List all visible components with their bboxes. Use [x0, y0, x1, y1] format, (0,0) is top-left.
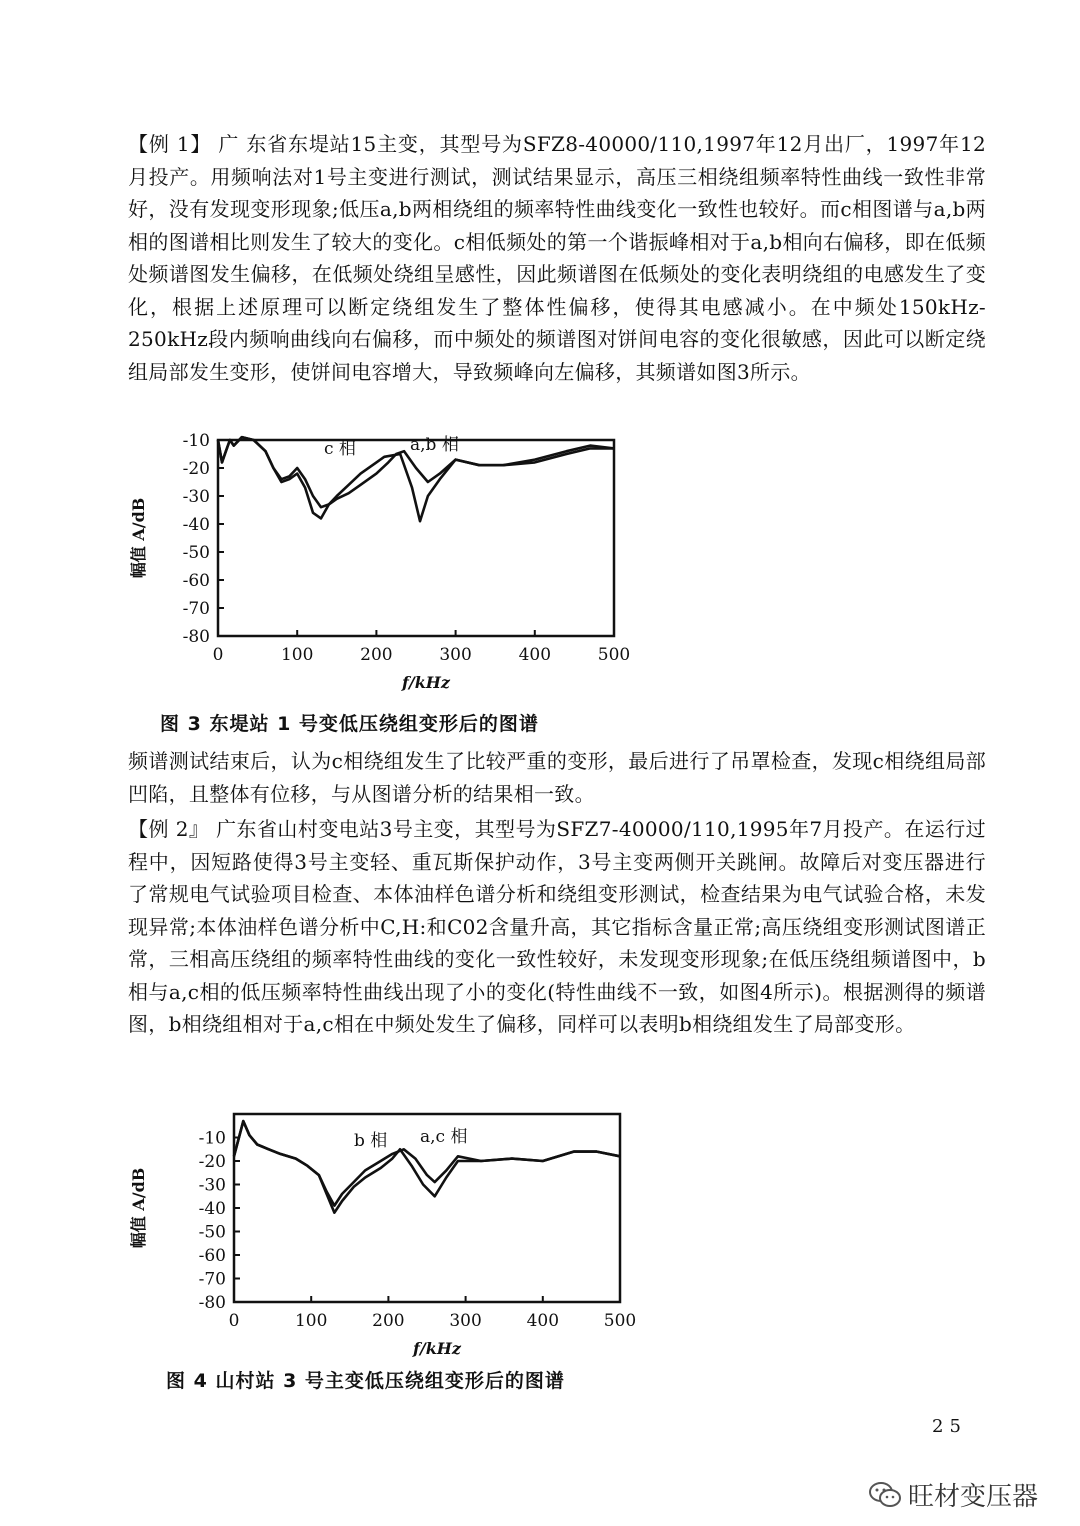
- y-tick-label: -30: [198, 1175, 226, 1196]
- x-tick-label: 200: [372, 1311, 405, 1331]
- figure-4-chart: [128, 1100, 648, 1362]
- paragraph-example-2: 【例 2』 广东省山村变电站3号主变，其型号为SFZ7-40000/110,1995年7月投产。在运行过程中，因短路使得3号主变轻、重瓦斯保护动作，3号主变两侧开关跳闸。故障后对变压器进行了常规电气试验项目检查、本体油样色谱分析和绕组变形测试，检查结果为电气试验合格，未发现异常;本体油样色谱分析中C,H:和C02含量升高，其它指标含量正常;高压绕组变形测试图谱正常，三相高压绕组的频率特性曲线的变化一致性较好，未发现变形现象;在低压绕组频谱图中，b相与a,c相的低压频率特性曲线出现了小的变化(特性曲线不一致，如图4所示)。根据测得的频谱图，b相绕组相对于a,c相在中频处发生了偏移，同样可以表明b相绕组发生了局部变形。: [128, 817, 986, 1036]
- series-annotation: b 相: [354, 1131, 388, 1151]
- y-tick-label: -30: [182, 487, 210, 507]
- watermark-text: 旺材变压器: [908, 1482, 1039, 1512]
- page-number: 25: [932, 1416, 967, 1437]
- y-tick-label: -20: [182, 459, 210, 479]
- series-annotation: a,b 相: [410, 435, 459, 455]
- y-axis-label: 幅值 A/dB: [129, 1167, 148, 1249]
- y-tick-label: -10: [198, 1128, 226, 1149]
- y-tick-label: -20: [198, 1152, 226, 1172]
- x-tick-label: 300: [439, 645, 472, 665]
- series-annotation: c 相: [324, 439, 356, 459]
- x-axis-label: f/kHz: [401, 673, 451, 692]
- y-tick-label: -60: [198, 1246, 226, 1266]
- x-tick-label: 0: [212, 645, 224, 665]
- figure-3-caption: 图 3 东堤站 1 号变低压绕组变形后的图谱: [160, 713, 539, 735]
- y-tick-label: -70: [182, 599, 210, 619]
- y-tick-label: -40: [182, 515, 210, 535]
- y-tick-label: -50: [198, 1222, 226, 1243]
- x-tick-label: 400: [518, 645, 552, 665]
- y-tick-label: -70: [198, 1269, 226, 1290]
- x-axis-label: f/kHz: [412, 1339, 462, 1358]
- series-annotation: a,c 相: [420, 1127, 468, 1147]
- figure-4-caption: 图 4 山村站 3 号主变低压绕组变形后的图谱: [166, 1370, 565, 1392]
- y-tick-label: -40: [198, 1199, 226, 1219]
- y-tick-label: -50: [182, 543, 210, 563]
- y-tick-label: -60: [182, 571, 210, 591]
- paragraph-inspection-result: 频谱测试结束后，认为c相绕组发生了比较严重的变形，最后进行了吊罩检查，发现c相绕组局部凹陷，且整体有位移，与从图谱分析的结果相一致。: [128, 749, 986, 806]
- x-tick-label: 100: [280, 645, 314, 665]
- x-tick-label: 300: [449, 1311, 482, 1331]
- x-tick-label: 0: [228, 1311, 240, 1331]
- y-tick-label: -80: [198, 1293, 226, 1313]
- x-tick-label: 500: [597, 645, 631, 665]
- x-tick-label: 400: [526, 1311, 560, 1331]
- watermark: [868, 1476, 1038, 1513]
- y-axis-label: 幅值 A/dB: [129, 497, 148, 579]
- x-tick-label: 100: [294, 1311, 328, 1331]
- figure-3-chart: [128, 428, 648, 700]
- y-tick-label: -10: [182, 431, 210, 451]
- x-tick-label: 200: [360, 645, 393, 665]
- paragraph-example-1: 【例 1】 广 东省东堤站15主变，其型号为SFZ8-40000/110,1997年12月出厂，1997年12月投产。用频响法对1号主变进行测试，测试结果显示，高压三相绕组频率特性曲线一致性非常好，没有发现变形现象;低压a,b两相绕组的频率特性曲线变化一致性也较好。而c相图谱与a,b两相的图谱相比则发生了较大的变化。c相低频处的第一个谐振峰相对于a,b相向右偏移，即在低频处频谱图发生偏移，在低频处绕组呈感性，因此频谱图在低频处的变化表明绕组的电感发生了变化，根据上述原理可以断定绕组发生了整体性偏移，使得其电感减小。在中频处150kHz-250kHz段内频响曲线向右偏移，而中频处的频谱图对饼间电容的变化很敏感，因此可以断定绕组局部发生变形，使饼间电容增大，导致频峰向左偏移，其频谱如图3所示。: [128, 132, 986, 384]
- wechat-icon: [868, 1481, 902, 1509]
- y-tick-label: -80: [182, 627, 210, 647]
- x-tick-label: 500: [603, 1311, 637, 1331]
